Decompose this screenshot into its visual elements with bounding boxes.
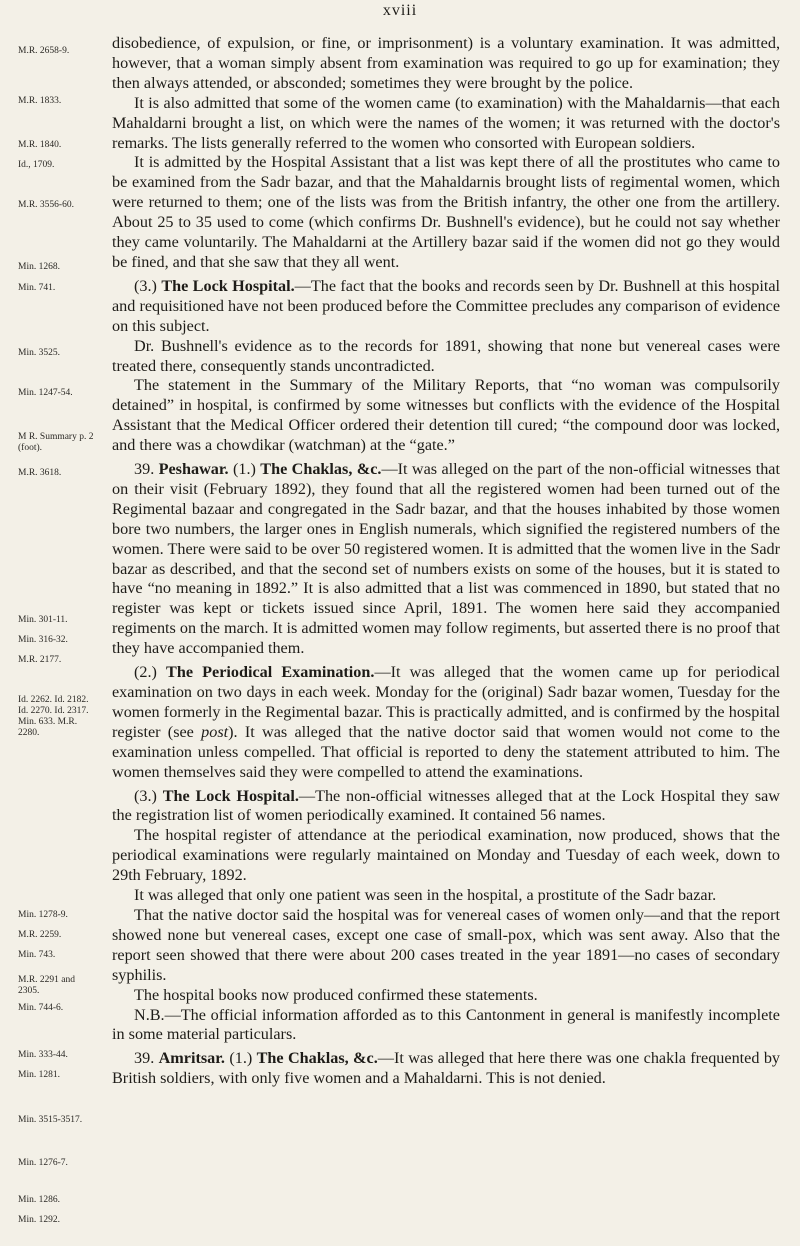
text-run: Dr. Bushnell's evidence as to the records for 1891, showing that none but venereal cases were treated there, consequently stands uncontradicted.	[112, 336, 780, 375]
paragraph	[112, 1049, 780, 1089]
paragraph	[112, 94, 780, 154]
text-run: That the native doctor said the hospital was for venereal cases of women only—and that the report showed none but venereal cases, except one case of small-pox, which was sent away. Also that the report seen showed that there were about 200 cases treated in the year 1891—no cases of secondary syphilis.	[112, 905, 780, 984]
margin-ref: Min. 3515-3517.	[18, 1115, 83, 1125]
text-run: The hospital register of attendance at the periodical examination, now produced, shows that the periodical examinations were regularly maintained on Monday and Tuesday of each week, down to 29th February, 1892.	[112, 826, 780, 885]
text-run: post	[201, 722, 229, 741]
margin-ref: Min. 301-11.	[18, 615, 68, 625]
text-run: —It was alleged on the part of the non-official witnesses that on their visit (February 1892), they found that all the registered women had been turned out of the Regimental bazaar and congregated in the Sadr bazar, and that the houses inhabited by those women bore two numbers, the larger ones in English numerals, which signified the registered numbers of the women. There were said to be over 50 registered women. It is admitted that the women live in the Sadr bazar as described, and that the second set of numbers exists on some of the houses, but it is stated to have “no meaning in 1892.” It is also admitted that a list was commenced in 1890, but stated that no register was kept or tickets issued since April, 1891. The women here said they accompanied regiments on the march. It is admitted women may follow regiments, but asserted there is no proof that they have accompanied them.	[112, 460, 780, 658]
text-run: ). It was alleged that the native doctor said that women would not come to the examination unless compelled. That official is reported to deny the statement attributed to him. The women themselves said they were compelled to attend the examinations.	[112, 722, 780, 781]
text-run: (3.)	[134, 786, 163, 805]
section-heading: The Chaklas, &c.	[260, 460, 382, 479]
paragraph	[112, 886, 780, 906]
section-heading: Amritsar.	[158, 1049, 225, 1068]
body-text	[112, 34, 780, 1089]
paragraph	[112, 986, 780, 1006]
margin-ref: Min. 743.	[18, 950, 56, 960]
text-run: 39.	[134, 460, 159, 479]
text-run: 39.	[134, 1049, 159, 1068]
margin-ref: Id., 1709.	[18, 160, 55, 170]
text-run: —The fact that the books and records seen by Dr. Bushnell at this hospital and requisitioned have not been produced before the Committee precludes any comparison of evidence on this subject.	[112, 276, 781, 335]
section-heading: The Periodical Examination.	[166, 663, 375, 682]
paragraph	[112, 337, 780, 377]
section-heading: Peshawar.	[158, 460, 229, 479]
margin-ref: M.R. 3556-60.	[18, 200, 74, 210]
margin-ref: Min. 1286.	[18, 1195, 60, 1205]
section-heading: The Lock Hospital.	[162, 786, 299, 805]
text-run: disobedience, of expulsion, or fine, or imprisonment) is a voluntary examination. It was admitted, however, that a woman simply absent from examination was required to go up for examination; they then always attended, or absconded; sometimes they were brought by the police.	[112, 34, 780, 92]
section-heading: The Lock Hospital.	[161, 276, 295, 295]
paragraph	[112, 663, 780, 782]
margin-ref: M.R. 2177.	[18, 655, 62, 665]
margin-ref: Min. 333-44.	[18, 1050, 68, 1060]
text-run: It is also admitted that some of the women came (to examination) with the Mahaldarnis—that each Mahaldarni brought a list, on which were the names of the women; it was returned with the doctor's remarks. The lists generally referred to the women who consorted with European soldiers.	[112, 93, 780, 152]
text-run: —The non-official witnesses alleged that at the Lock Hospital they saw the registration list of women periodically examined. It contained 56 names.	[112, 786, 780, 825]
margin-ref: Min. 3525.	[18, 348, 60, 358]
margin-ref: Min. 1276-7.	[18, 1158, 68, 1168]
paragraph	[112, 376, 780, 456]
margin-ref: M R. Summary p. 2 (foot).	[18, 432, 94, 453]
paragraph	[112, 1006, 780, 1046]
text-run: It is admitted by the Hospital Assistant that a list was kept there of all the prostitutes who came to be examined from the Sadr bazar, and that the Mahaldarnis brought lists of regimental women, which were returned to them; one of the lists was from the British infantry, the other one from the artillery. About 25 to 35 used to come (which confirms Dr. Bushnell's evidence), but he could not say whether they came voluntarily. The Mahaldarni at the Artillery bazar said if the women did not go they would be fined, and that she saw that they all went.	[112, 153, 780, 271]
margin-ref: Min. 1278-9.	[18, 910, 68, 920]
margin-ref: Min. 1268.	[18, 262, 60, 272]
margin-ref: M.R. 1833.	[18, 96, 62, 106]
text-run: (1.)	[228, 460, 261, 479]
paragraph	[112, 153, 780, 272]
margin-ref: Min. 1292.	[18, 1215, 60, 1225]
paragraph	[112, 787, 780, 827]
page-number: xviii	[382, 2, 418, 19]
text-run: (1.)	[224, 1049, 257, 1068]
text-run: (2.)	[134, 663, 167, 682]
margin-ref: Min. 1281.	[18, 1070, 60, 1080]
paragraph	[112, 34, 780, 94]
text-run: It was alleged that only one patient was seen in the hospital, a prostitute of the Sadr bazar.	[134, 886, 717, 905]
paragraph	[112, 277, 780, 337]
margin-ref: Min. 316-32.	[18, 635, 68, 645]
text-run: The statement in the Summary of the Military Reports, that “no woman was compulsorily detained” in hospital, is confirmed by some witnesses but conflicts with the evidence of the Hospital Assistant that the Medical Officer ordered their detention till cured; “the compound door was locked, and there was a chowdikar (watchman) at the “gate.”	[112, 376, 780, 455]
margin-references	[0, 0, 96, 1246]
text-run: —It was alleged that here there was one chakla frequented by British soldiers, with only five women and a Mahaldarni. This is not denied.	[112, 1049, 781, 1088]
text-run: The hospital books now produced confirmed these statements.	[134, 985, 538, 1004]
margin-ref: Min. 1247-54.	[18, 388, 73, 398]
margin-ref: M.R. 2259.	[18, 930, 62, 940]
text-run: (3.)	[134, 276, 162, 295]
margin-ref: M.R. 1840.	[18, 140, 62, 150]
text-run: —It was alleged that the women came up for periodical examination on two days in each week. Monday for the (original) Sadr bazar women, Tuesday for the women formerly in the Regimental bazar. This is practically admitted, and is confirmed by the hospital register (see	[112, 663, 781, 741]
section-heading: The Chaklas, &c.	[256, 1049, 378, 1068]
margin-ref: M.R. 2658-9.	[18, 46, 70, 56]
text-run: N.B.—The official information afforded as to this Cantonment in general is manifestly incomplete in some material particulars.	[112, 1005, 780, 1044]
margin-ref: Min. 741.	[18, 283, 56, 293]
margin-ref: Min. 744-6.	[18, 1003, 64, 1013]
margin-ref: Id. 2262. Id. 2182. Id. 2270. Id. 2317. Min. 633. M.R. 2280.	[18, 695, 89, 738]
paragraph	[112, 460, 780, 659]
margin-ref: M.R. 2291 and 2305.	[18, 975, 75, 996]
paragraph	[112, 906, 780, 986]
margin-ref: M.R. 3618.	[18, 468, 62, 478]
paragraph	[112, 826, 780, 886]
